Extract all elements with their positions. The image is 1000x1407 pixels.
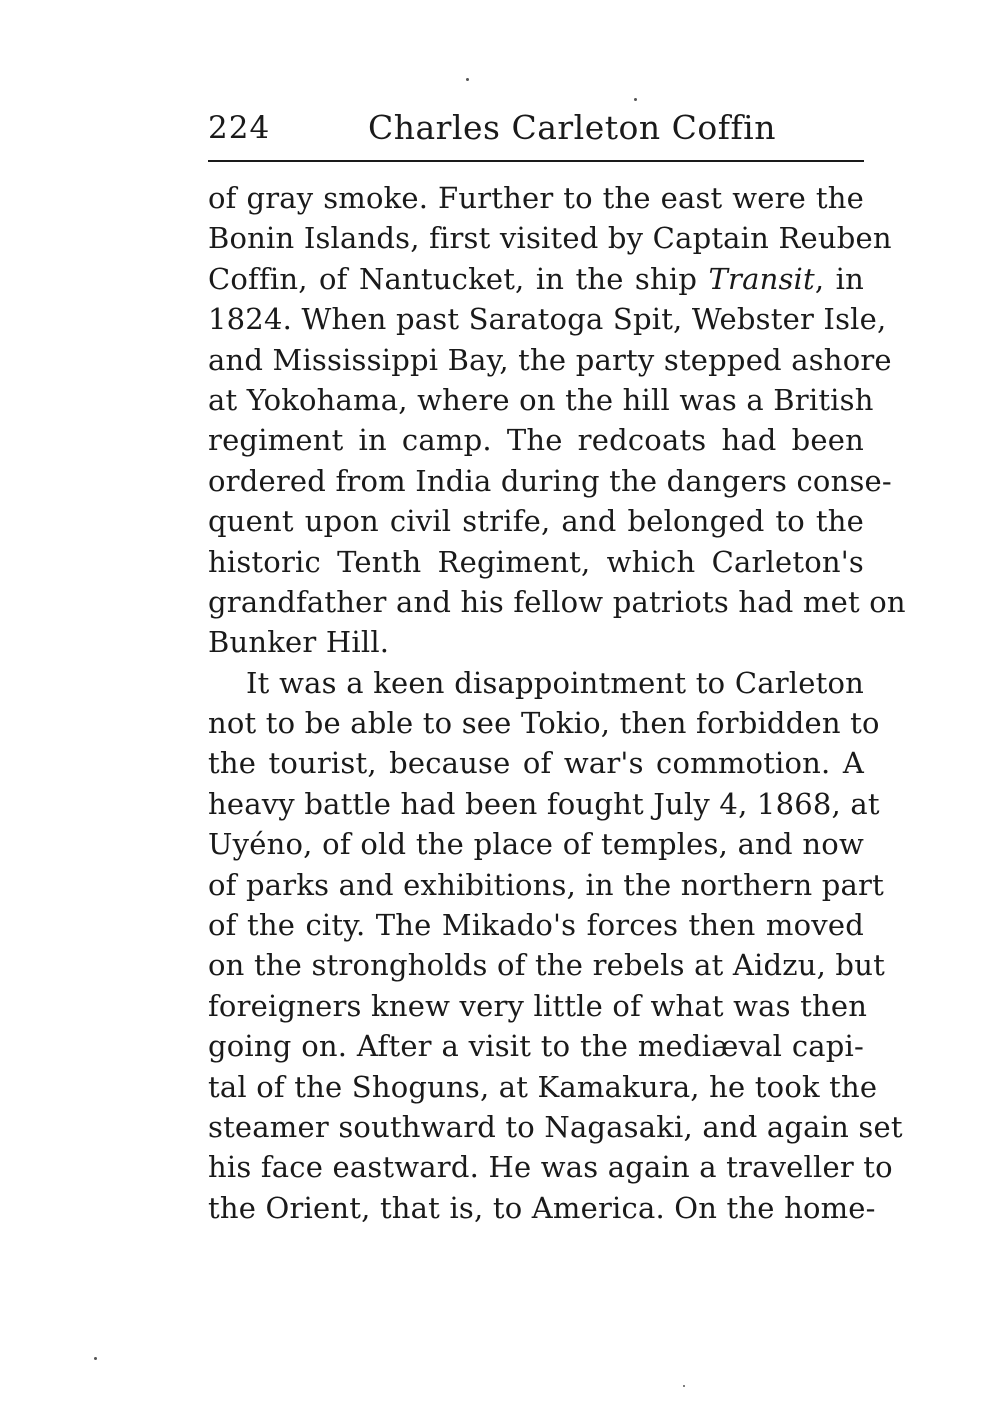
text-line: of gray smoke. Further to the east were the (208, 181, 864, 215)
text-line: tal of the Shoguns, at Kamakura, he took the (208, 1069, 878, 1104)
text-line: the Orient, that is, to America. On the home- (208, 1190, 876, 1225)
scan-speck (683, 1385, 685, 1387)
page-header (208, 108, 864, 152)
text-line: foreigners knew very little of what was then (208, 988, 868, 1023)
text-line: on the strongholds of the rebels at Aidzu, but (208, 948, 885, 983)
text-line: heavy battle had been fought July 4, 1868, at (208, 786, 880, 821)
text-line: 1824. When past Saratoga Spit, Webster Isle, (208, 302, 887, 337)
text-line: historic Tenth Regiment, which Carleton's (208, 544, 864, 579)
text-line: grandfather and his fellow patriots had met on (208, 584, 906, 619)
text-segment: Coffin, of Nantucket, in the ship (208, 261, 709, 296)
scan-speck (634, 98, 637, 101)
text-line: Bonin Islands, first visited by Captain Reuben (208, 221, 892, 256)
text-line: Uyéno, of old the place of temples, and now (208, 827, 864, 862)
scan-speck (94, 1357, 97, 1360)
header-rule (208, 160, 864, 162)
text-line: quent upon civil strife, and belonged to the (208, 504, 864, 539)
text-line (208, 259, 864, 299)
text-segment: , in (814, 261, 864, 296)
text-line: of the city. The Mikado's forces then moved (208, 908, 864, 943)
running-title: Charles Carleton Coffin (368, 108, 776, 147)
text-line: ordered from India during the dangers conse- (208, 463, 892, 498)
page-number: 224 (208, 110, 271, 146)
ship-name: Transit (708, 261, 815, 296)
text-line: and Mississippi Bay, the party stepped ashore (208, 342, 892, 377)
scan-speck (466, 78, 469, 81)
text-line: at Yokohama, where on the hill was a British (208, 382, 874, 417)
text-line: going on. After a visit to the mediæval capi- (208, 1029, 864, 1064)
text-line: his face eastward. He was again a traveller to (208, 1150, 893, 1185)
text-line: regiment in camp. The redcoats had been (208, 423, 864, 458)
text-line: It was a keen disappointment to Carleton (246, 665, 864, 700)
text-line: Bunker Hill. (208, 625, 390, 660)
body-text (208, 178, 906, 1228)
text-line: not to be able to see Tokio, then forbidden to (208, 706, 880, 741)
text-line: the tourist, because of war's commotion. A (208, 746, 864, 781)
text-line: steamer southward to Nagasaki, and again set (208, 1109, 903, 1144)
text-line: of parks and exhibitions, in the northern part (208, 867, 884, 902)
